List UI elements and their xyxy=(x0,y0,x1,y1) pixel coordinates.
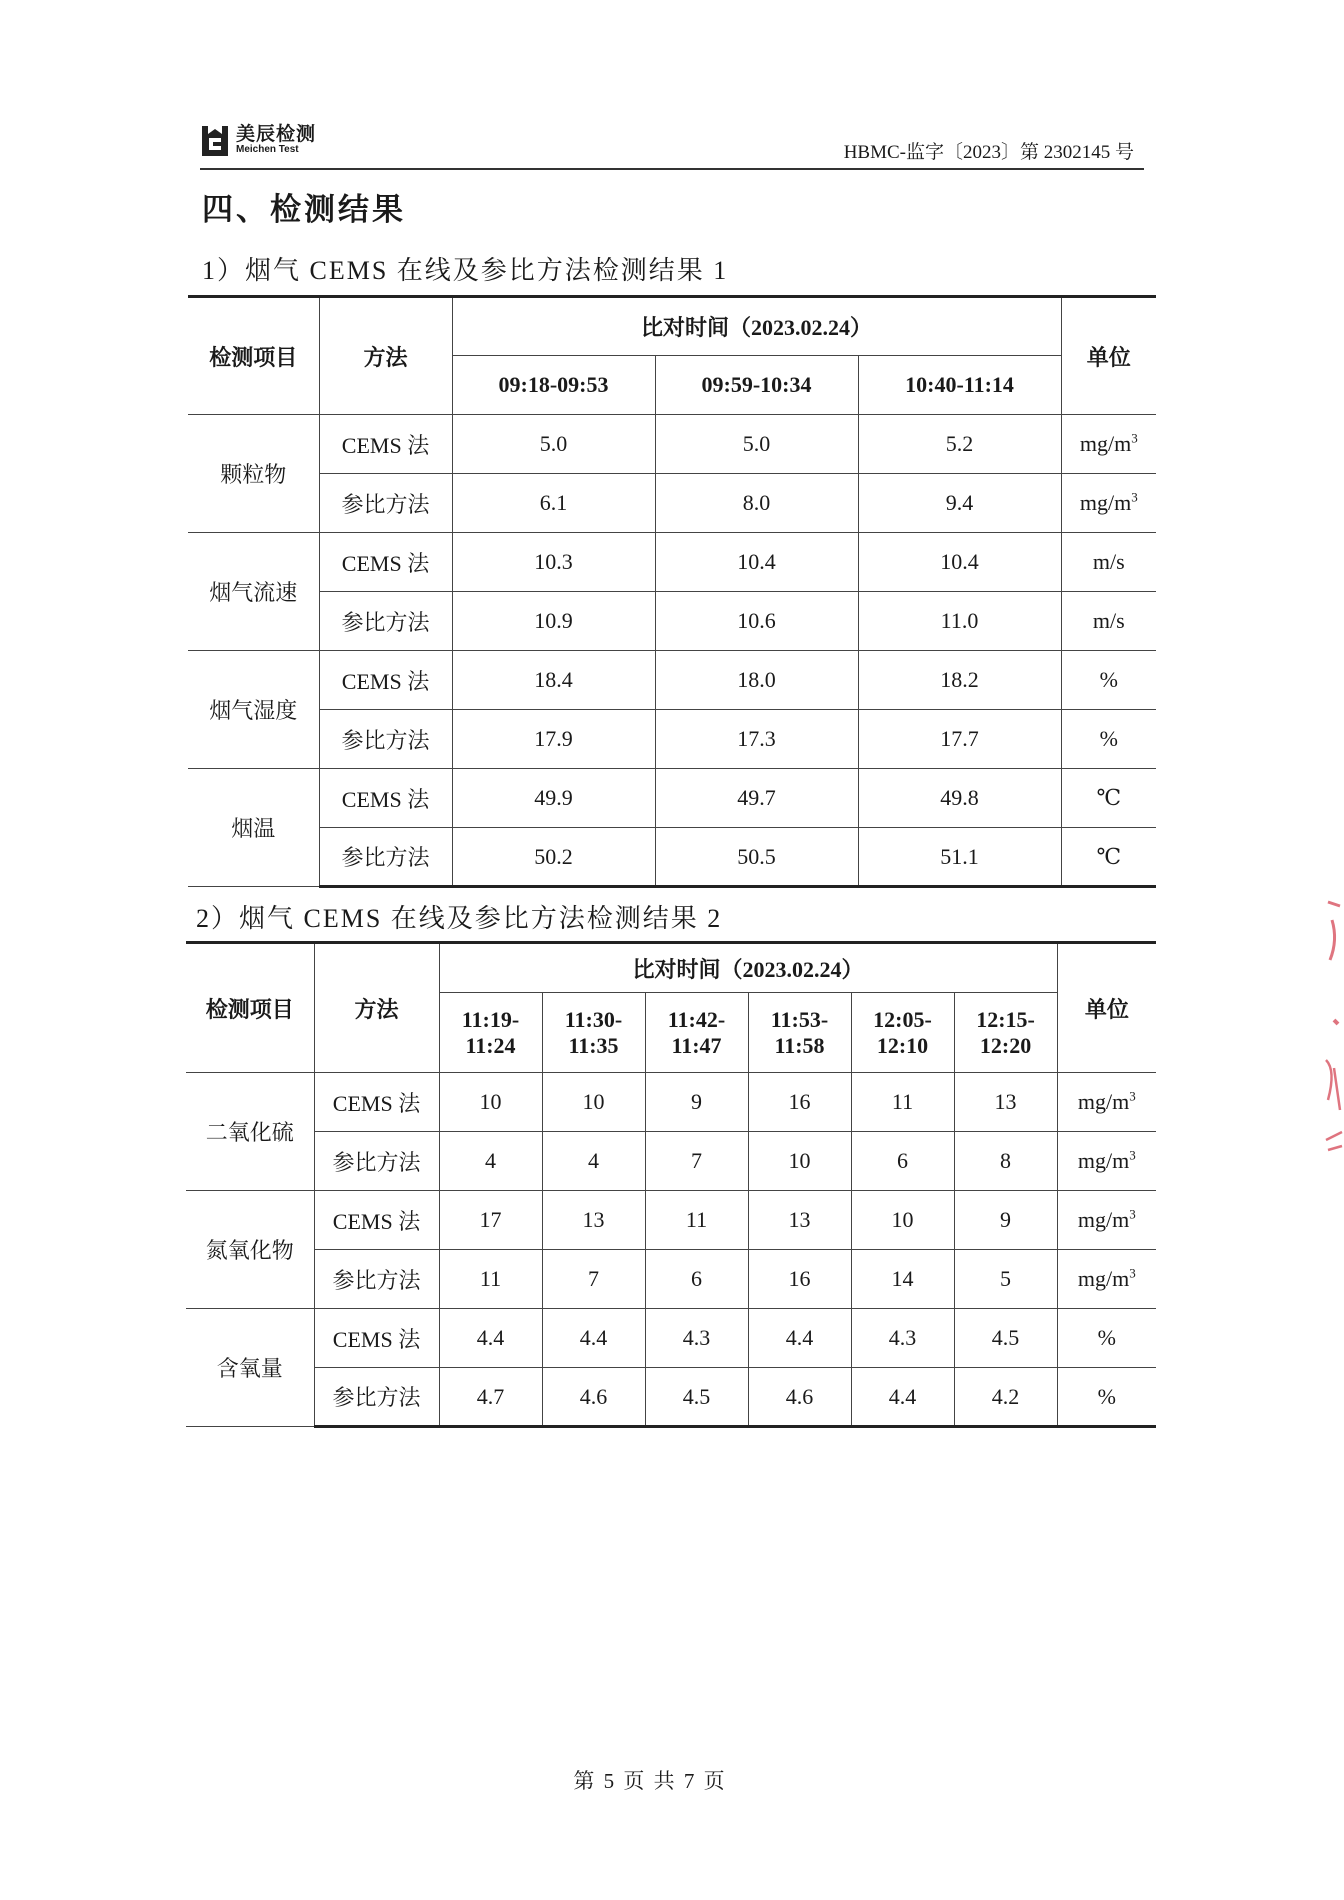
unit-label: ℃ xyxy=(1061,769,1156,828)
cell-value: 10.6 xyxy=(655,592,858,651)
cell-value: 7 xyxy=(645,1132,748,1191)
cell-value: 13 xyxy=(954,1073,1057,1132)
method-label: 参比方法 xyxy=(319,592,452,651)
time-slot xyxy=(645,993,748,1073)
item-label: 二氧化硫 xyxy=(186,1073,314,1191)
time-slot xyxy=(954,993,1057,1073)
cell-value: 18.4 xyxy=(452,651,655,710)
cell-value: 17.3 xyxy=(655,710,858,769)
time-slot xyxy=(439,993,542,1073)
time-start: 11:19- xyxy=(461,1006,520,1032)
cell-value: 10 xyxy=(439,1073,542,1132)
unit-superscript: 3 xyxy=(1129,1206,1136,1222)
cell-value: 5.0 xyxy=(452,415,655,474)
cell-value: 4.6 xyxy=(748,1368,851,1427)
method-label: 参比方法 xyxy=(319,474,452,533)
unit-label: % xyxy=(1061,651,1156,710)
method-label: CEMS 法 xyxy=(319,415,452,474)
cell-value: 4.3 xyxy=(851,1309,954,1368)
cell-value: 6.1 xyxy=(452,474,655,533)
cell-value: 4.3 xyxy=(645,1309,748,1368)
time-start: 12:15- xyxy=(976,1006,1035,1032)
logo-icon xyxy=(200,122,230,158)
logo-cn-text: 美辰检测 xyxy=(236,123,317,145)
cell-value: 4.4 xyxy=(851,1368,954,1427)
cell-value: 49.8 xyxy=(858,769,1061,828)
unit-text: mg/m xyxy=(1079,431,1132,456)
unit-text: mg/m xyxy=(1077,1207,1130,1232)
cell-value: 9.4 xyxy=(858,474,1061,533)
table2-title: 2）烟气 CEMS 在线及参比方法检测结果 2 xyxy=(196,904,723,933)
item-label: 颗粒物 xyxy=(188,415,319,533)
cell-value: 13 xyxy=(748,1191,851,1250)
cell-value: 4.5 xyxy=(645,1368,748,1427)
time-end: 11:47 xyxy=(671,1032,722,1058)
cell-value: 18.2 xyxy=(858,651,1061,710)
time-start: 11:53- xyxy=(770,1006,829,1032)
cell-value: 10 xyxy=(542,1073,645,1132)
time-end: 12:10 xyxy=(876,1032,929,1058)
cell-value: 8.0 xyxy=(655,474,858,533)
method-label: 参比方法 xyxy=(319,710,452,769)
method-label: CEMS 法 xyxy=(314,1191,439,1250)
unit-superscript: 3 xyxy=(1129,1265,1136,1281)
cell-value: 10 xyxy=(851,1191,954,1250)
unit-label xyxy=(1057,1073,1156,1132)
cell-value: 16 xyxy=(748,1250,851,1309)
header-item: 检测项目 xyxy=(186,943,314,1073)
report-number: HBMC-监字〔2023〕第 2302145 号 xyxy=(843,142,1134,163)
unit-text: mg/m xyxy=(1079,490,1132,515)
cell-value: 8 xyxy=(954,1132,1057,1191)
method-label: CEMS 法 xyxy=(319,769,452,828)
cell-value: 4.5 xyxy=(954,1309,1057,1368)
time-end: 12:20 xyxy=(979,1032,1032,1058)
unit-label: % xyxy=(1061,710,1156,769)
time-slot: 09:59-10:34 xyxy=(655,356,858,415)
cell-value: 11 xyxy=(439,1250,542,1309)
unit-label xyxy=(1057,1250,1156,1309)
item-label: 烟气湿度 xyxy=(188,651,319,769)
company-logo xyxy=(200,122,316,158)
cell-value: 17.9 xyxy=(452,710,655,769)
section-title: 四、检测结果 xyxy=(202,192,406,228)
unit-label xyxy=(1057,1191,1156,1250)
item-label: 烟气流速 xyxy=(188,533,319,651)
method-label: 参比方法 xyxy=(314,1132,439,1191)
header-item: 检测项目 xyxy=(188,297,319,415)
cell-value: 17.7 xyxy=(858,710,1061,769)
cell-value: 9 xyxy=(954,1191,1057,1250)
header-unit: 单位 xyxy=(1057,943,1156,1073)
time-start: 11:42- xyxy=(667,1006,726,1032)
unit-label: % xyxy=(1057,1368,1156,1427)
header-time: 比对时间（2023.02.24） xyxy=(452,297,1061,356)
unit-label xyxy=(1057,1132,1156,1191)
time-start: 12:05- xyxy=(873,1006,932,1032)
cell-value: 10.4 xyxy=(858,533,1061,592)
cell-value: 10 xyxy=(748,1132,851,1191)
unit-text: mg/m xyxy=(1077,1089,1130,1114)
time-slot xyxy=(851,993,954,1073)
cell-value: 10.3 xyxy=(452,533,655,592)
item-label: 烟温 xyxy=(188,769,319,887)
cell-value: 50.5 xyxy=(655,828,858,887)
cell-value: 17 xyxy=(439,1191,542,1250)
item-label: 氮氧化物 xyxy=(186,1191,314,1309)
method-label: 参比方法 xyxy=(319,828,452,887)
cell-value: 4 xyxy=(439,1132,542,1191)
cell-value: 51.1 xyxy=(858,828,1061,887)
logo-en-text: Meichen Test xyxy=(236,144,299,155)
unit-superscript: 3 xyxy=(1129,1088,1136,1104)
unit-superscript: 3 xyxy=(1131,489,1138,505)
results-table-2 xyxy=(186,941,1156,1428)
header-time: 比对时间（2023.02.24） xyxy=(439,943,1057,993)
unit-label xyxy=(1061,415,1156,474)
time-slot: 10:40-11:14 xyxy=(858,356,1061,415)
time-start: 11:30- xyxy=(564,1006,623,1032)
cell-value: 18.0 xyxy=(655,651,858,710)
header-unit: 单位 xyxy=(1061,297,1156,415)
cell-value: 4.4 xyxy=(542,1309,645,1368)
header-method: 方法 xyxy=(319,297,452,415)
cell-value: 16 xyxy=(748,1073,851,1132)
cell-value: 4.4 xyxy=(439,1309,542,1368)
unit-superscript: 3 xyxy=(1129,1147,1136,1163)
unit-text: mg/m xyxy=(1077,1148,1130,1173)
time-end: 11:24 xyxy=(465,1032,516,1058)
method-label: 参比方法 xyxy=(314,1368,439,1427)
cell-value: 13 xyxy=(542,1191,645,1250)
item-label: 含氧量 xyxy=(186,1309,314,1427)
unit-label xyxy=(1061,474,1156,533)
time-end: 11:35 xyxy=(568,1032,619,1058)
time-end: 11:58 xyxy=(774,1032,825,1058)
cell-value: 4 xyxy=(542,1132,645,1191)
page-footer: 第 5 页 共 7 页 xyxy=(573,1769,727,1793)
method-label: CEMS 法 xyxy=(314,1309,439,1368)
cell-value: 5 xyxy=(954,1250,1057,1309)
unit-text: mg/m xyxy=(1077,1266,1130,1291)
cell-value: 9 xyxy=(645,1073,748,1132)
cell-value: 6 xyxy=(645,1250,748,1309)
red-stamp-mark xyxy=(1320,900,1344,1160)
cell-value: 5.2 xyxy=(858,415,1061,474)
time-slot: 09:18-09:53 xyxy=(452,356,655,415)
cell-value: 10.9 xyxy=(452,592,655,651)
cell-value: 11.0 xyxy=(858,592,1061,651)
time-slot xyxy=(542,993,645,1073)
method-label: CEMS 法 xyxy=(319,651,452,710)
cell-value: 50.2 xyxy=(452,828,655,887)
method-label: CEMS 法 xyxy=(314,1073,439,1132)
header-method: 方法 xyxy=(314,943,439,1073)
cell-value: 4.6 xyxy=(542,1368,645,1427)
cell-value: 6 xyxy=(851,1132,954,1191)
method-label: CEMS 法 xyxy=(319,533,452,592)
cell-value: 10.4 xyxy=(655,533,858,592)
unit-superscript: 3 xyxy=(1131,430,1138,446)
cell-value: 14 xyxy=(851,1250,954,1309)
results-table-1 xyxy=(188,295,1156,888)
table1-title: 1）烟气 CEMS 在线及参比方法检测结果 1 xyxy=(202,256,729,285)
page-header xyxy=(200,118,1144,170)
cell-value: 49.9 xyxy=(452,769,655,828)
cell-value: 49.7 xyxy=(655,769,858,828)
cell-value: 4.2 xyxy=(954,1368,1057,1427)
unit-label: % xyxy=(1057,1309,1156,1368)
cell-value: 7 xyxy=(542,1250,645,1309)
cell-value: 5.0 xyxy=(655,415,858,474)
time-slot xyxy=(748,993,851,1073)
unit-label: m/s xyxy=(1061,592,1156,651)
unit-label: ℃ xyxy=(1061,828,1156,887)
unit-label: m/s xyxy=(1061,533,1156,592)
method-label: 参比方法 xyxy=(314,1250,439,1309)
cell-value: 4.4 xyxy=(748,1309,851,1368)
cell-value: 11 xyxy=(851,1073,954,1132)
cell-value: 11 xyxy=(645,1191,748,1250)
cell-value: 4.7 xyxy=(439,1368,542,1427)
